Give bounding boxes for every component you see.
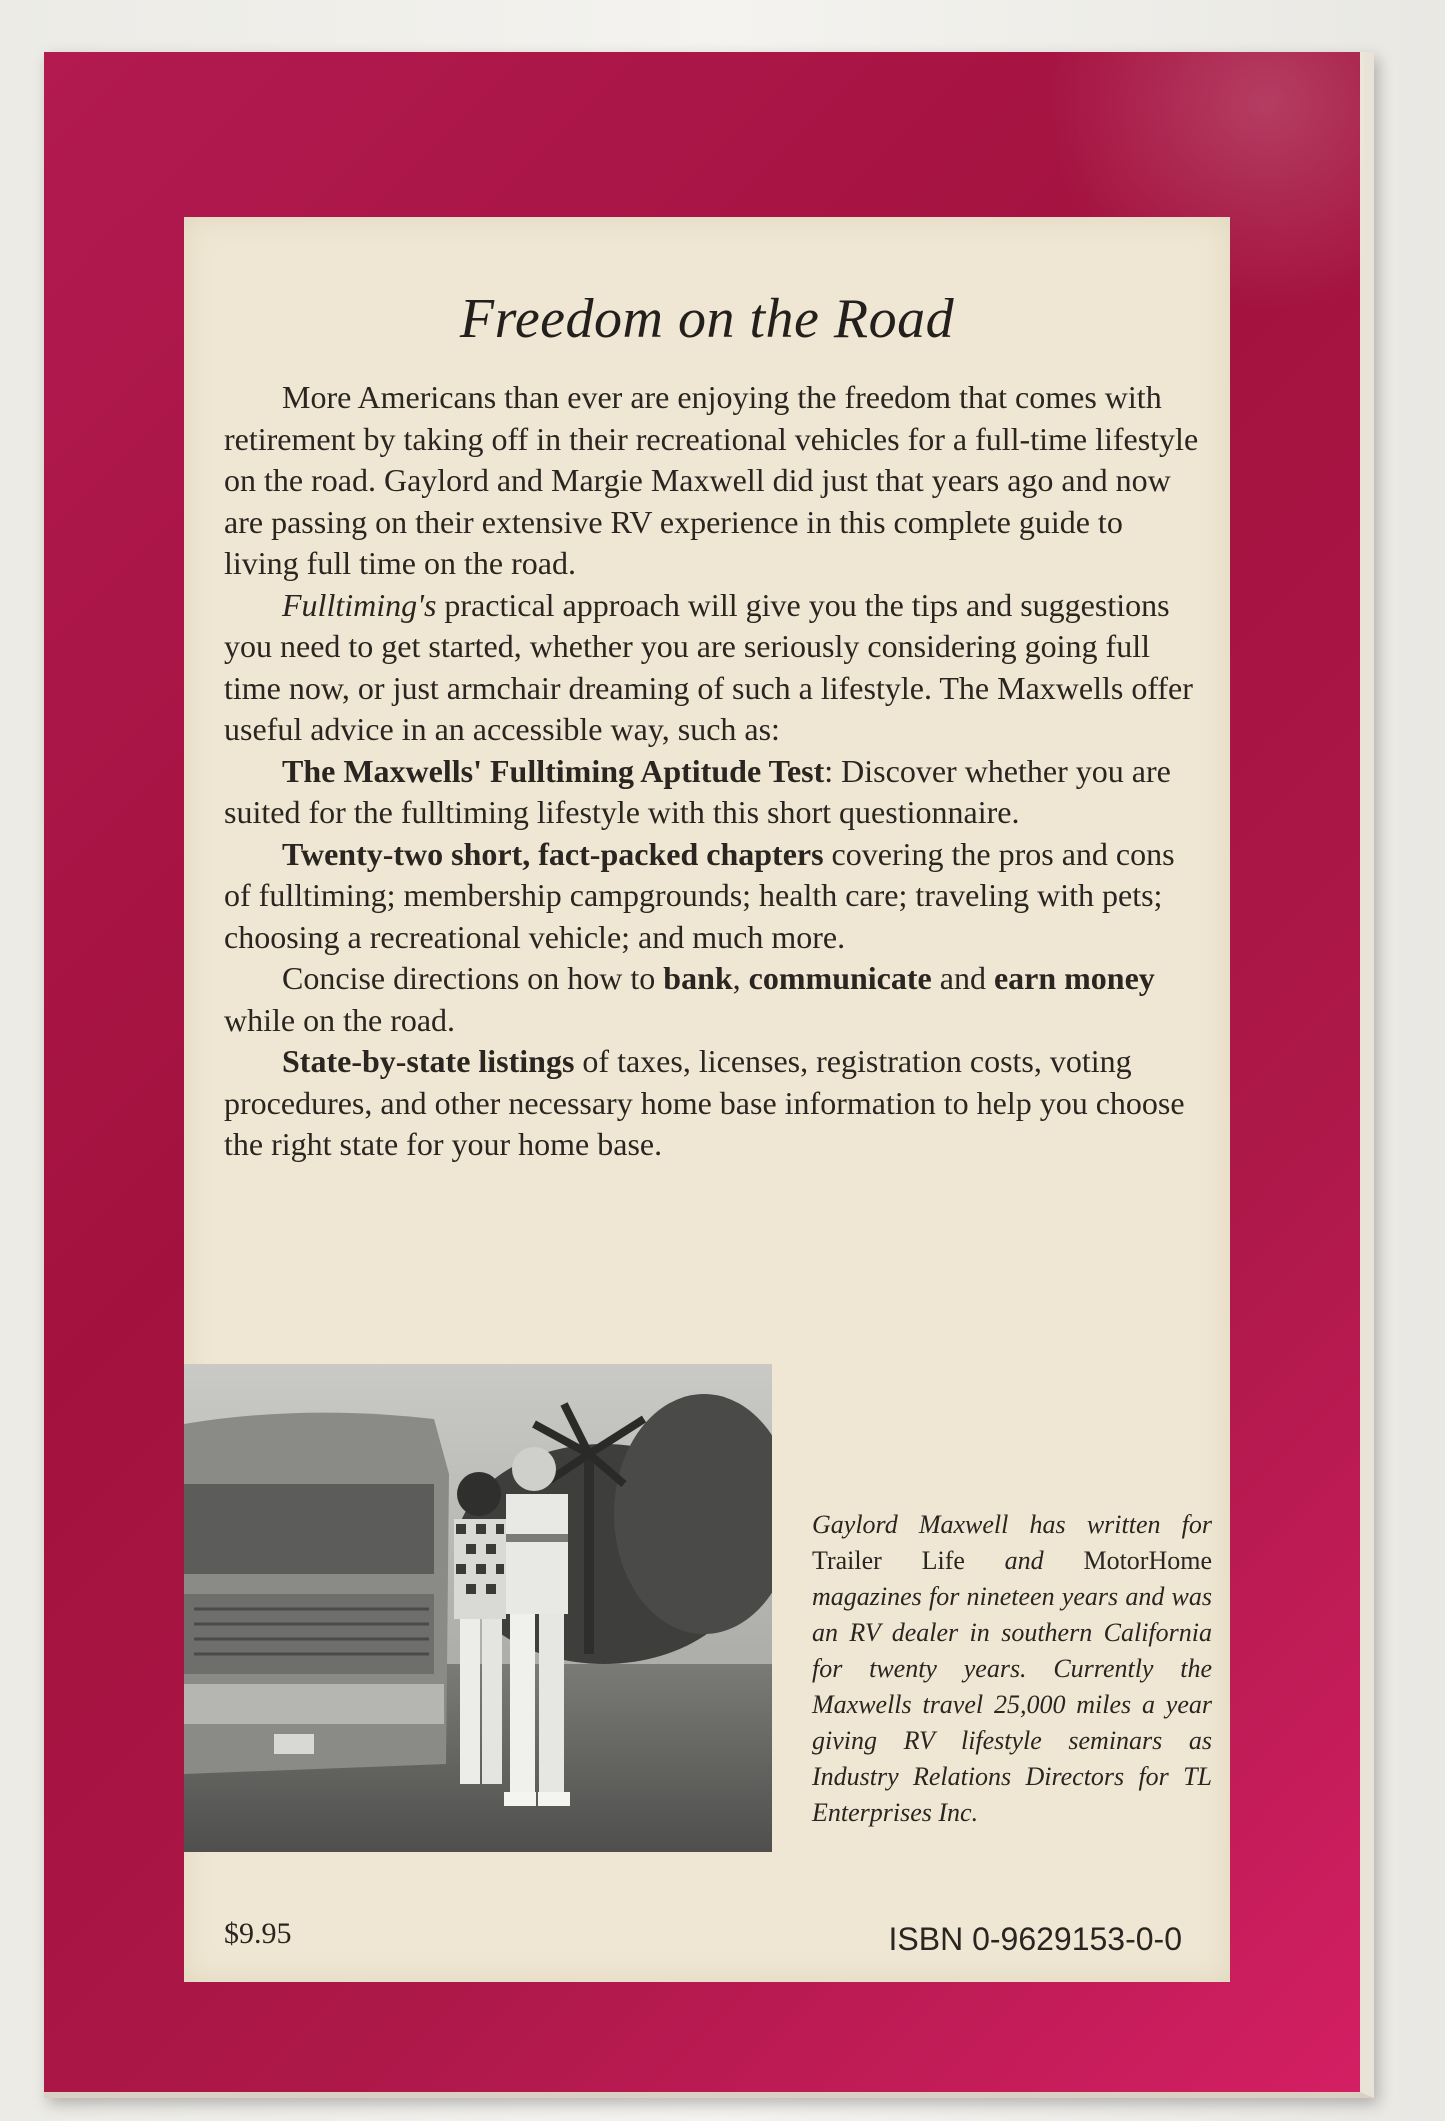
feature-keyword: bank <box>663 960 733 996</box>
caption-text: magazines for nineteen years and was an RV dealer in southern California for twenty years. Currently the Maxwells travel 25,000 miles a year giving RV lifestyle seminars as Industry Relations Directors for TL Enterprises Inc. <box>812 1582 1212 1827</box>
feature-keyword: communicate <box>748 960 932 996</box>
magazine-name: MotorHome <box>1083 1546 1213 1575</box>
feature-text: Concise directions on how to <box>282 960 664 996</box>
book-title-italic: Fulltiming's <box>282 586 437 623</box>
caption-text: Gaylord Maxwell has written for <box>812 1510 1212 1539</box>
feature-text: of taxes, licenses, registration costs, voting procedures, and other necessary home base information to help you choose the right state for your home base. <box>224 1043 1185 1162</box>
author-caption <box>812 1507 1212 1831</box>
feature-heading: The Maxwells' Fulltiming Aptitude Test <box>282 752 825 789</box>
author-photo <box>184 1364 772 1852</box>
caption-text: and <box>964 1546 1084 1575</box>
feature-chapters <box>224 834 1199 959</box>
approach-paragraph <box>224 585 1199 751</box>
isbn-label: ISBN 0-9629153-0-0 <box>888 1921 1182 1957</box>
feature-text: : Discover whether you are suited for the fulltiming lifestyle with this short questionnaire. <box>224 752 1171 830</box>
feature-directions <box>224 958 1199 1041</box>
feature-text: and <box>931 960 994 996</box>
feature-text: while on the road. <box>224 1001 456 1038</box>
feature-aptitude-test <box>224 751 1199 834</box>
intro-paragraph: More Americans than ever are enjoying the freedom that comes with retirement by taking off in their recreational vehicles for a full-time lifestyle on the road. Gaylord and Margie Maxwell did just that years ago and now are passing on their extensive RV experience in this complete guide to living full time on the road. <box>224 379 1199 581</box>
feature-text: covering the pros and cons of fulltiming; membership campgrounds; health care; traveling with pets; choosing a recreational vehicle; and much more. <box>224 835 1175 955</box>
book-back-cover <box>44 52 1374 2098</box>
feature-heading: Twenty-two short, fact-packed chapters <box>282 835 824 872</box>
price-label: $9.95 <box>224 1917 292 1950</box>
feature-keyword: earn money <box>993 960 1155 996</box>
approach-text: practical approach will give you the tips and suggestions you need to get started, whether you are seriously considering going full time now, or just armchair dreaming of such a lifestyle. The Maxwells offer useful advice in an accessible way, such as: <box>224 586 1193 747</box>
cover-title: Freedom on the Road <box>459 288 955 350</box>
description-panel <box>184 217 1230 1982</box>
description-text <box>224 377 1199 1166</box>
magazine-name: Trailer Life <box>812 1546 965 1575</box>
feature-state-listings <box>224 1041 1199 1166</box>
feature-text: , <box>732 960 749 996</box>
feature-heading: State-by-state listings <box>282 1043 575 1079</box>
